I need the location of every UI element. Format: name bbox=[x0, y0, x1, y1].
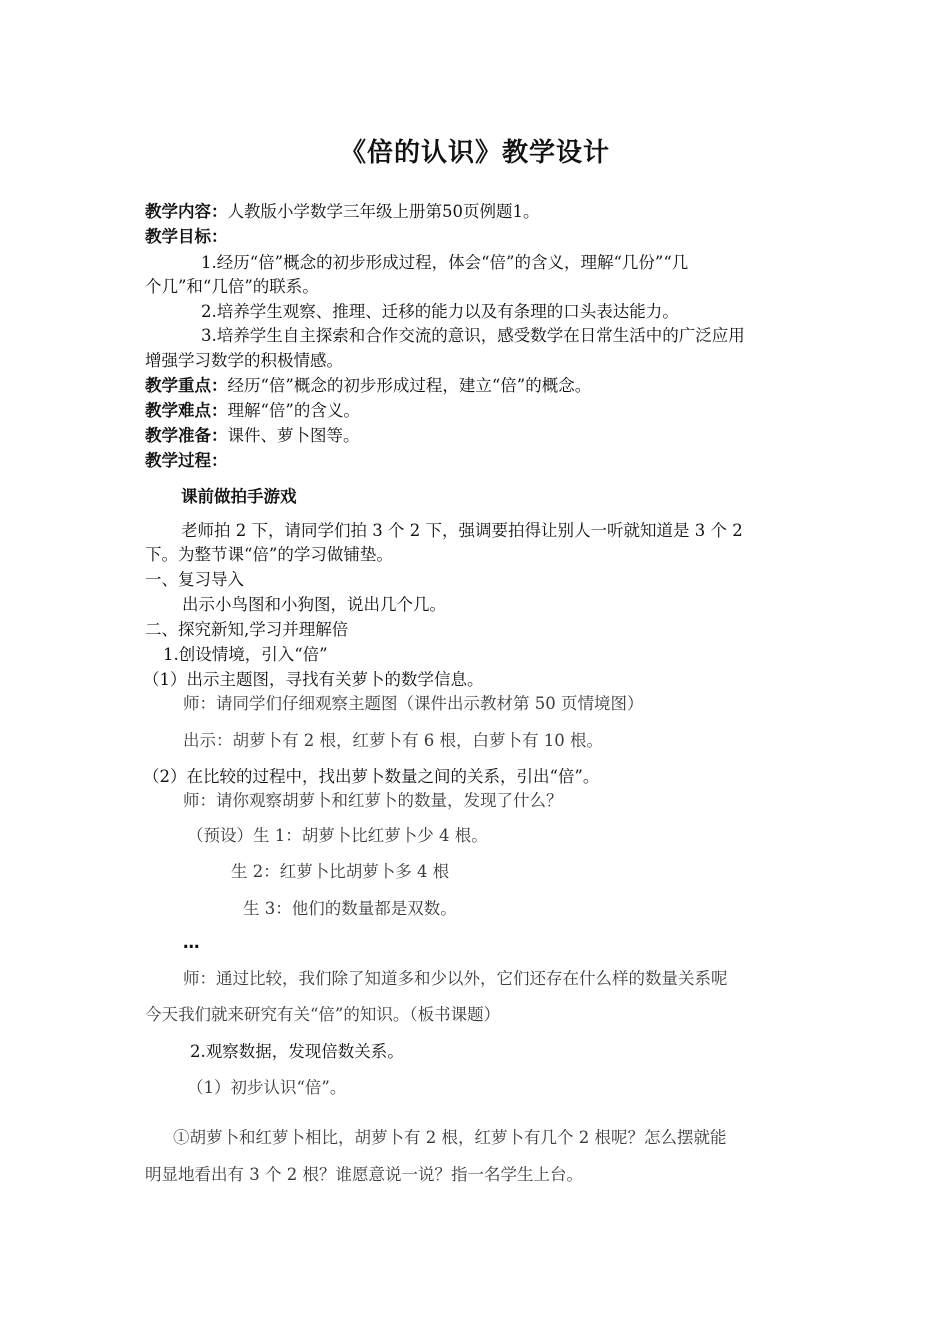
process-label: 教学过程： bbox=[145, 451, 228, 470]
key-point-text: 经历“倍”概念的初步形成过程，建立“倍”的概念。 bbox=[227, 376, 592, 395]
warmup-heading: 课前做拍手游戏 bbox=[181, 487, 297, 506]
student-1-line: （预设）生 1：胡萝卜比红萝卜少 4 根。 bbox=[187, 826, 488, 845]
show-line: 出示：胡萝卜有 2 根，红萝卜有 6 根，白萝卜有 10 根。 bbox=[183, 731, 603, 750]
process-line bbox=[145, 449, 810, 473]
question-line-b: 明显地看出有 3 个 2 根？谁愿意说一说？指一名学生上台。 bbox=[145, 1165, 583, 1184]
key-point-label: 教学重点： bbox=[145, 376, 228, 395]
goal-1-line-b: 个几”和“几倍”的联系。 bbox=[145, 277, 319, 296]
teacher-line-2: 师：请你观察胡萝卜和红萝卜的数量，发现了什么？ bbox=[183, 791, 563, 810]
goal-3-line-b: 增强学习数学的积极情感。 bbox=[145, 351, 343, 370]
document-title: 《倍的认识》教学设计 bbox=[339, 138, 610, 168]
difficulty-line bbox=[145, 399, 810, 423]
goal-3-line-a: 3.培养学生自主探索和合作交流的意识，感受数学在日常生活中的广泛应用 bbox=[201, 326, 745, 345]
difficulty-text: 理解“倍”的含义。 bbox=[227, 401, 360, 420]
ellipsis: … bbox=[183, 933, 200, 952]
student-2-line: 生 2：红萝卜比胡萝卜多 4 根 bbox=[231, 862, 450, 881]
teaching-goals-line bbox=[145, 225, 810, 249]
teaching-content-label: 教学内容： bbox=[145, 202, 228, 221]
teacher-line-3-b: 今天我们就来研究有关“倍”的知识。（板书课题） bbox=[145, 1005, 501, 1024]
step-2-heading: 2.观察数据，发现倍数关系。 bbox=[190, 1042, 404, 1061]
step-2-1: （1）初步认识“倍”。 bbox=[187, 1078, 347, 1097]
key-point-line bbox=[145, 374, 810, 398]
preparation-label: 教学准备： bbox=[145, 426, 228, 445]
difficulty-label: 教学难点： bbox=[145, 401, 228, 420]
goal-1-line-a: 1.经历“倍”概念的初步形成过程，体会“倍”的含义，理解“几份”“几 bbox=[201, 253, 689, 272]
preparation-line bbox=[145, 424, 810, 448]
teacher-line-1: 师：请同学们仔细观察主题图（课件出示教材第 50 页情境图） bbox=[183, 694, 644, 713]
step-1-1: （1）出示主题图，寻找有关萝卜的数学信息。 bbox=[143, 670, 484, 689]
section-1-heading: 一、复习导入 bbox=[145, 570, 244, 589]
question-line-a: ①胡萝卜和红萝卜相比，胡萝卜有 2 根，红萝卜有几个 2 根呢？怎么摆就能 bbox=[173, 1128, 727, 1147]
step-1-2: （2）在比较的过程中，找出萝卜数量之间的关系，引出“倍”。 bbox=[143, 767, 600, 786]
section-2-heading: 二、探究新知,学习并理解倍 bbox=[145, 620, 349, 639]
warmup-paragraph-a: 老师拍 2 下，请同学们拍 3 个 2 下，强调要拍得让别人一听就知道是 3 个 2 bbox=[181, 521, 743, 540]
preparation-text: 课件、萝卜图等。 bbox=[227, 426, 360, 445]
teaching-content-line bbox=[145, 200, 810, 224]
warmup-paragraph-b: 下。为整节课“倍”的学习做铺垫。 bbox=[145, 545, 393, 564]
section-1-text: 出示小鸟图和小狗图，说出几个几。 bbox=[182, 595, 446, 614]
teaching-goals-label: 教学目标： bbox=[145, 227, 228, 246]
goal-2-line: 2.培养学生观察、推理、迁移的能力以及有条理的口头表达能力。 bbox=[201, 302, 679, 321]
teaching-content-text: 人教版小学数学三年级上册第50页例题1。 bbox=[227, 202, 540, 221]
teacher-line-3-a: 师：通过比较，我们除了知道多和少以外，它们还存在什么样的数量关系呢 bbox=[183, 969, 728, 988]
step-1-heading: 1.创设情境，引入“倍” bbox=[163, 645, 328, 664]
student-3-line: 生 3：他们的数量都是双数。 bbox=[243, 899, 457, 918]
